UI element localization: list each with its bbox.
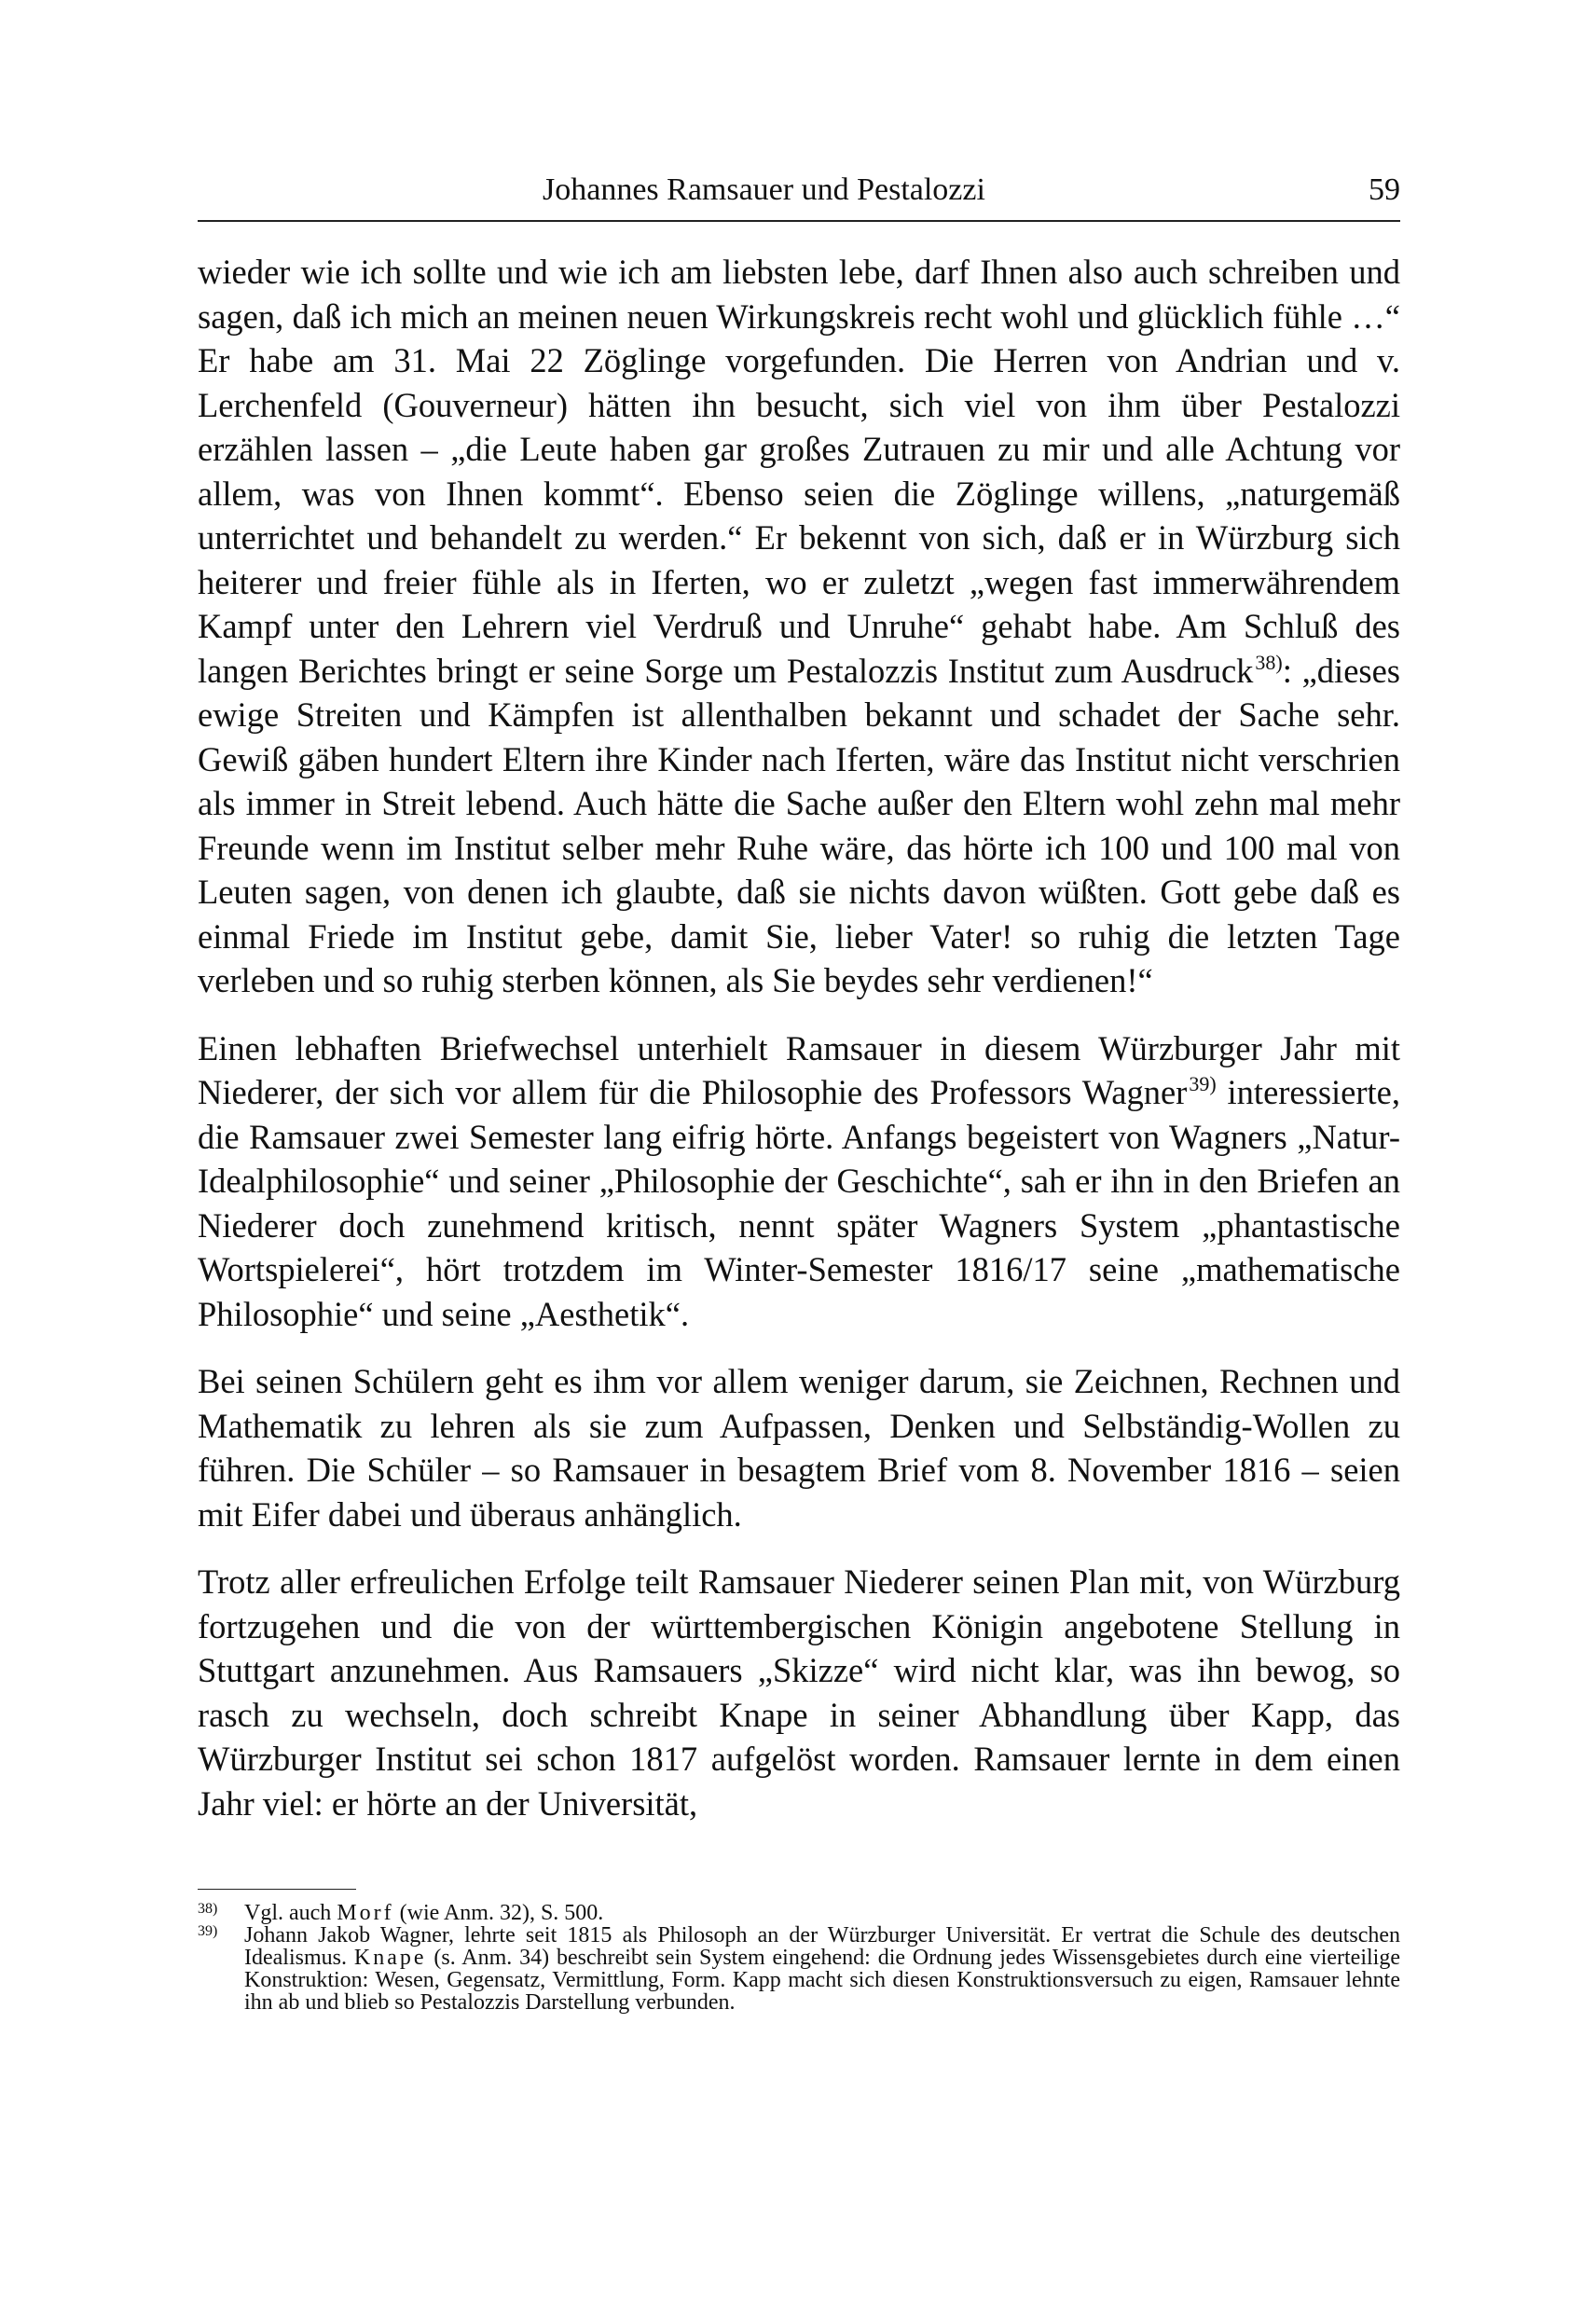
footnote-marker: 38)	[198, 1901, 218, 1917]
footnote-rule	[198, 1889, 356, 1890]
footnotes	[198, 1902, 1400, 2014]
page-number: 59	[1369, 172, 1400, 207]
running-head	[198, 166, 1400, 214]
footnote-text: Vgl. auch	[244, 1901, 337, 1925]
footnote-marker: 39)	[198, 1923, 218, 1939]
paragraph-1	[198, 250, 1400, 1003]
footnote-reference-38[interactable]: 38)	[1255, 650, 1283, 674]
paragraph-text: : „dieses ewige Streiten und Kämpfen ist allenthalben bekannt und schadet der Sache sehr. Gewiß gäben hundert Eltern ihre Kinder nach Iferten, wäre das Institut nicht verschrien als immer in Streit lebend. Auch hätte die Sache außer den Eltern wohl zehn mal mehr Freunde wenn im Institut selber mehr Ruhe wäre, das hörte ich 100 und 100 mal von Leuten sagen, von denen ich glaubte, daß sie nichts davon wüßten. Gott gebe daß es einmal Friede im Institut gebe, damit Sie, lieber Vater! so ruhig die letzten Tage verleben und so ruhig sterben können, als Sie beydes sehr verdienen!“	[198, 651, 1401, 999]
footnote-38	[198, 1902, 1400, 1924]
paragraph-text: Einen lebhaften Briefwechsel unterhielt Ramsauer in diesem Würzburger Jahr mit Niederer, der sich vor allem für die Philosophie des Professors Wagner	[198, 1028, 1400, 1111]
footnote-author-name: Morf	[337, 1901, 394, 1925]
header-rule	[198, 220, 1400, 222]
paragraph-text: wieder wie ich sollte und wie ich am liebsten lebe, darf Ihnen also auch schreiben und sagen, daß ich mich an meinen neuen Wirkungskreis recht wohl und glücklich fühle …“ Er habe am 31. Mai 22 Zöglinge vorgefunden. Die Herren von Andrian und v. Lerchenfeld (Gouverneur) hätten ihn besucht, sich viel von ihm über Pestalozzi erzählen lassen – „die Leute haben gar großes Zutrauen zu mir und alle Achtung vor allem, was von Ihnen kommt“. Ebenso seien die Zöglinge willens, „naturgemäß unterrichtet und behandelt zu werden.“ Er bekennt von sich, daß er in Würzburg sich heiterer und freier fühle als in Iferten, wo er zuletzt „wegen fast immerwährendem Kampf unter den Lehrern viel Verdruß und Unruhe“ gehabt habe. Am Schluß des langen Berichtes bringt er seine Sorge um Pestalozzis Institut zum Ausdruck	[198, 253, 1400, 690]
running-title: Johannes Ramsauer und Pestalozzi	[543, 172, 985, 207]
main-text	[198, 250, 1400, 1825]
footnote-author-name: Knape	[353, 1946, 427, 1970]
paragraph-3: Bei seinen Schülern geht es ihm vor allem weniger darum, sie Zeichnen, Rechnen und Mathematik zu lehren als sie zum Aufpassen, Denken und Selbständig-Wollen zu führen. Die Schüler – so Ramsauer in besagtem Brief vom 8. November 1816 – seien mit Eifer dabei und überaus anhänglich.	[198, 1362, 1400, 1534]
footnote-text: Johann Jakob Wagner, lehrte seit 1815 als Philosoph an der Würzburger Universität. Er vertrat die Schule des deutschen Idealismus.	[244, 1923, 1400, 1970]
paragraph-text: interessierte, die Ramsauer zwei Semester lang eifrig hörte. Anfangs begeistert von Wagners „Natur-Idealphilosophie“ und seiner „Philosophie der Geschichte“, sah er ihn in den Briefen an Niederer doch zunehmend kritisch, nennt später Wagners System „phantastische Wortspielerei“, hört trotzdem im Winter-Semester 1816/17 seine „mathematische Philosophie“ und seine „Aesthetik“.	[198, 1073, 1400, 1333]
footnote-reference-39[interactable]: 39)	[1189, 1072, 1217, 1095]
paragraph-4: Trotz aller erfreulichen Erfolge teilt Ramsauer Niederer seinen Plan mit, von Würzburg fortzugehen und die von der württembergischen Königin angebotene Stellung in Stuttgart anzunehmen. Aus Ramsauers „Skizze“ wird nicht klar, was ihn bewog, so rasch zu wechseln, doch schreibt Knape in seiner Abhandlung über Kapp, das Würzburger Institut sei schon 1817 aufgelöst worden. Ramsauer lernte in dem einen Jahr viel: er hörte an der Universität,	[198, 1562, 1400, 1823]
footnote-39	[198, 1924, 1400, 2014]
footnote-text: (wie Anm. 32), S. 500.	[393, 1901, 604, 1925]
paragraph-2	[198, 1026, 1400, 1337]
footnote-text: (s. Anm. 34) beschreibt sein System eingehend: die Ordnung jedes Wissensgebietes durch eine vierteilige Konstruktion: Wesen, Gegensatz, Vermittlung, Form. Kapp macht sich diesen Konstruktionsversuch zu eigen, Ramsauer lehnte ihn ab und blieb so Pestalozzis Darstellung verbunden.	[244, 1946, 1400, 2015]
